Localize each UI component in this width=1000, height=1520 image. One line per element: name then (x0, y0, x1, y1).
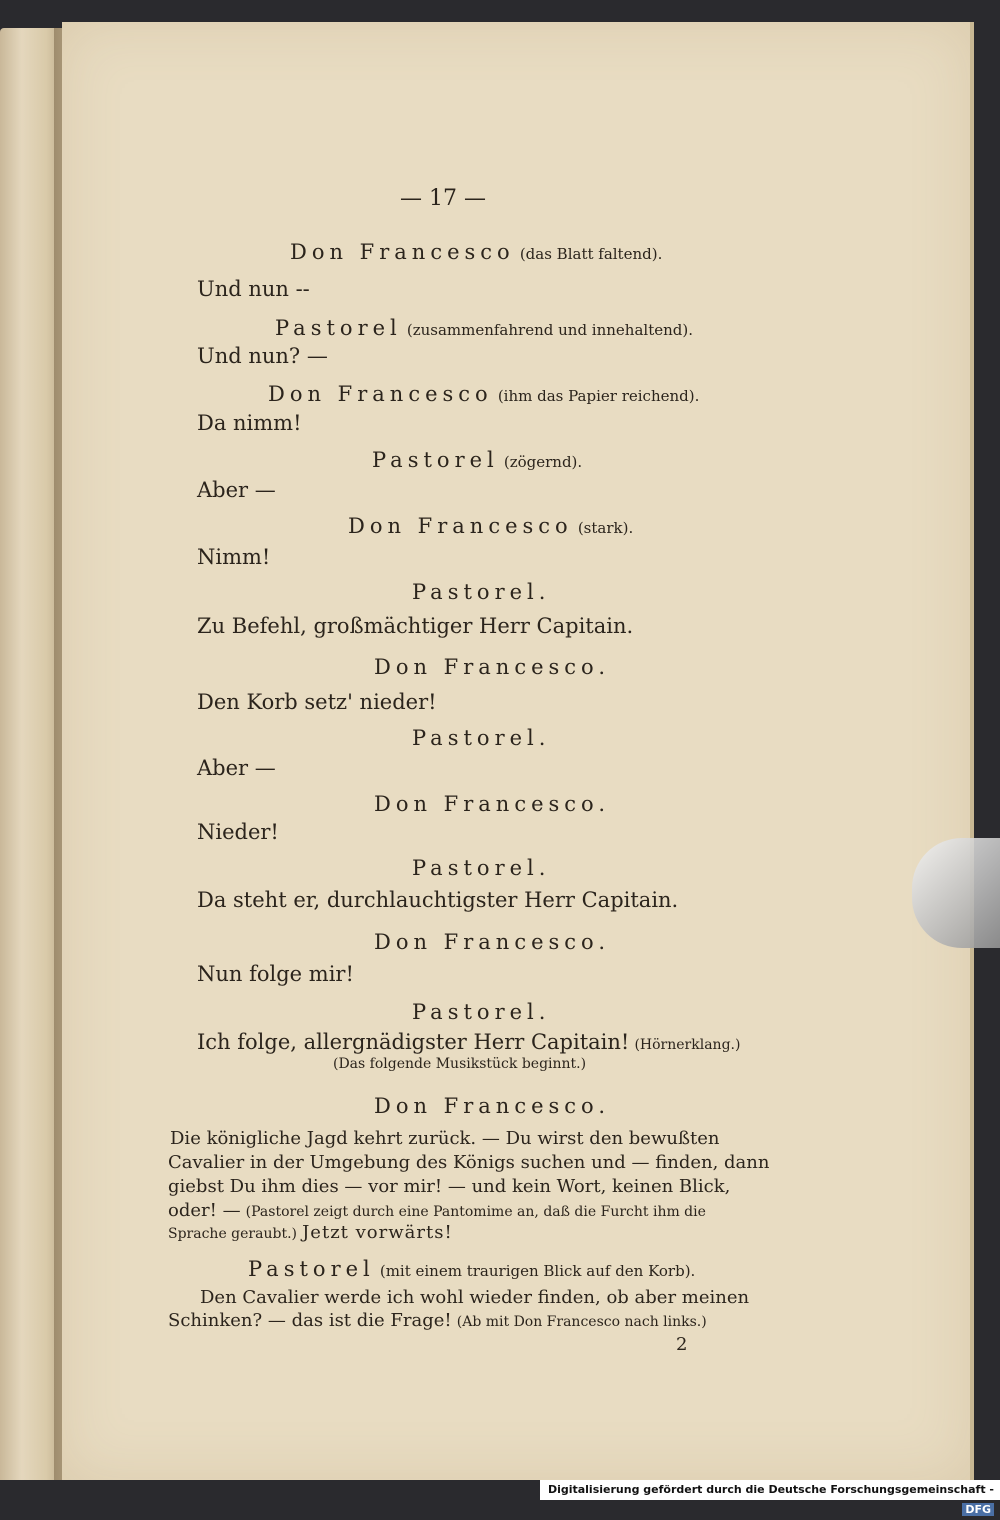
speaker-heading: Pastorel. (412, 1000, 551, 1024)
dialogue-line: Aber — (197, 478, 276, 502)
digitization-footer: Digitalisierung gefördert durch die Deutsche Forschungsgemeinschaft -DFG (540, 1480, 1000, 1500)
signature-mark: 2 (676, 1334, 688, 1355)
page-clip (912, 838, 1000, 948)
paragraph-line: oder! — (Pastorel zeigt durch eine Pantomime an, daß die Furcht ihm die (168, 1200, 706, 1221)
dialogue-line: Ich folge, allergnädigster Herr Capitain! (Hörnerklang.) (197, 1030, 741, 1054)
speaker-heading: Pastorel. (412, 580, 551, 604)
speaker-heading: Don Francesco. (374, 655, 611, 679)
paragraph-line: Die königliche Jagd kehrt zurück. — Du wirst den bewußten (170, 1128, 720, 1149)
dialogue-line: Den Korb setz' nieder! (197, 690, 437, 714)
paragraph-line: Den Cavalier werde ich wohl wieder finden, ob aber meinen (200, 1287, 750, 1308)
speaker-heading: Pastorel (mit einem traurigen Blick auf den Korb). (248, 1257, 696, 1281)
speaker-heading: Don Francesco. (374, 930, 611, 954)
speaker-heading: Don Francesco (das Blatt faltend). (290, 240, 663, 264)
speaker-heading: Pastorel. (412, 726, 551, 750)
dialogue-line: Da steht er, durchlauchtigster Herr Capitain. (197, 888, 679, 912)
speaker-heading: Don Francesco. (374, 1094, 611, 1118)
dialogue-line: Nun folge mir! (197, 962, 354, 986)
speaker-heading: Don Francesco (ihm das Papier reichend). (268, 382, 700, 406)
dialogue-line: Und nun -- (197, 277, 310, 301)
dialogue-line: Und nun? — (197, 344, 328, 368)
speaker-heading: Don Francesco (stark). (348, 514, 634, 538)
stage-direction: (Das folgende Musikstück beginnt.) (333, 1056, 587, 1072)
page-number: — 17 — (400, 186, 486, 211)
paragraph-line: Cavalier in der Umgebung des Königs suchen und — finden, dann (168, 1152, 770, 1173)
paragraph-line: giebst Du ihm dies — vor mir! — und kein Wort, keinen Blick, (168, 1176, 731, 1197)
dialogue-line: Nieder! (197, 820, 279, 844)
dialogue-line: Aber — (197, 756, 276, 780)
dialogue-line: Da nimm! (197, 411, 302, 435)
speaker-heading: Don Francesco. (374, 792, 611, 816)
dialogue-line: Nimm! (197, 545, 271, 569)
speaker-heading: Pastorel. (412, 856, 551, 880)
paragraph-line: Sprache geraubt.) Jetzt vorwärts! (168, 1222, 453, 1243)
speaker-heading: Pastorel (zusammenfahrend und innehaltend). (275, 316, 693, 340)
speaker-heading: Pastorel (zögernd). (372, 448, 583, 472)
dialogue-line: Zu Befehl, großmächtiger Herr Capitain. (197, 614, 634, 638)
facing-page-edge (0, 28, 62, 1480)
dfg-logo: DFG (962, 1503, 994, 1516)
paragraph-line: Schinken? — das ist die Frage! (Ab mit Don Francesco nach links.) (168, 1310, 707, 1331)
